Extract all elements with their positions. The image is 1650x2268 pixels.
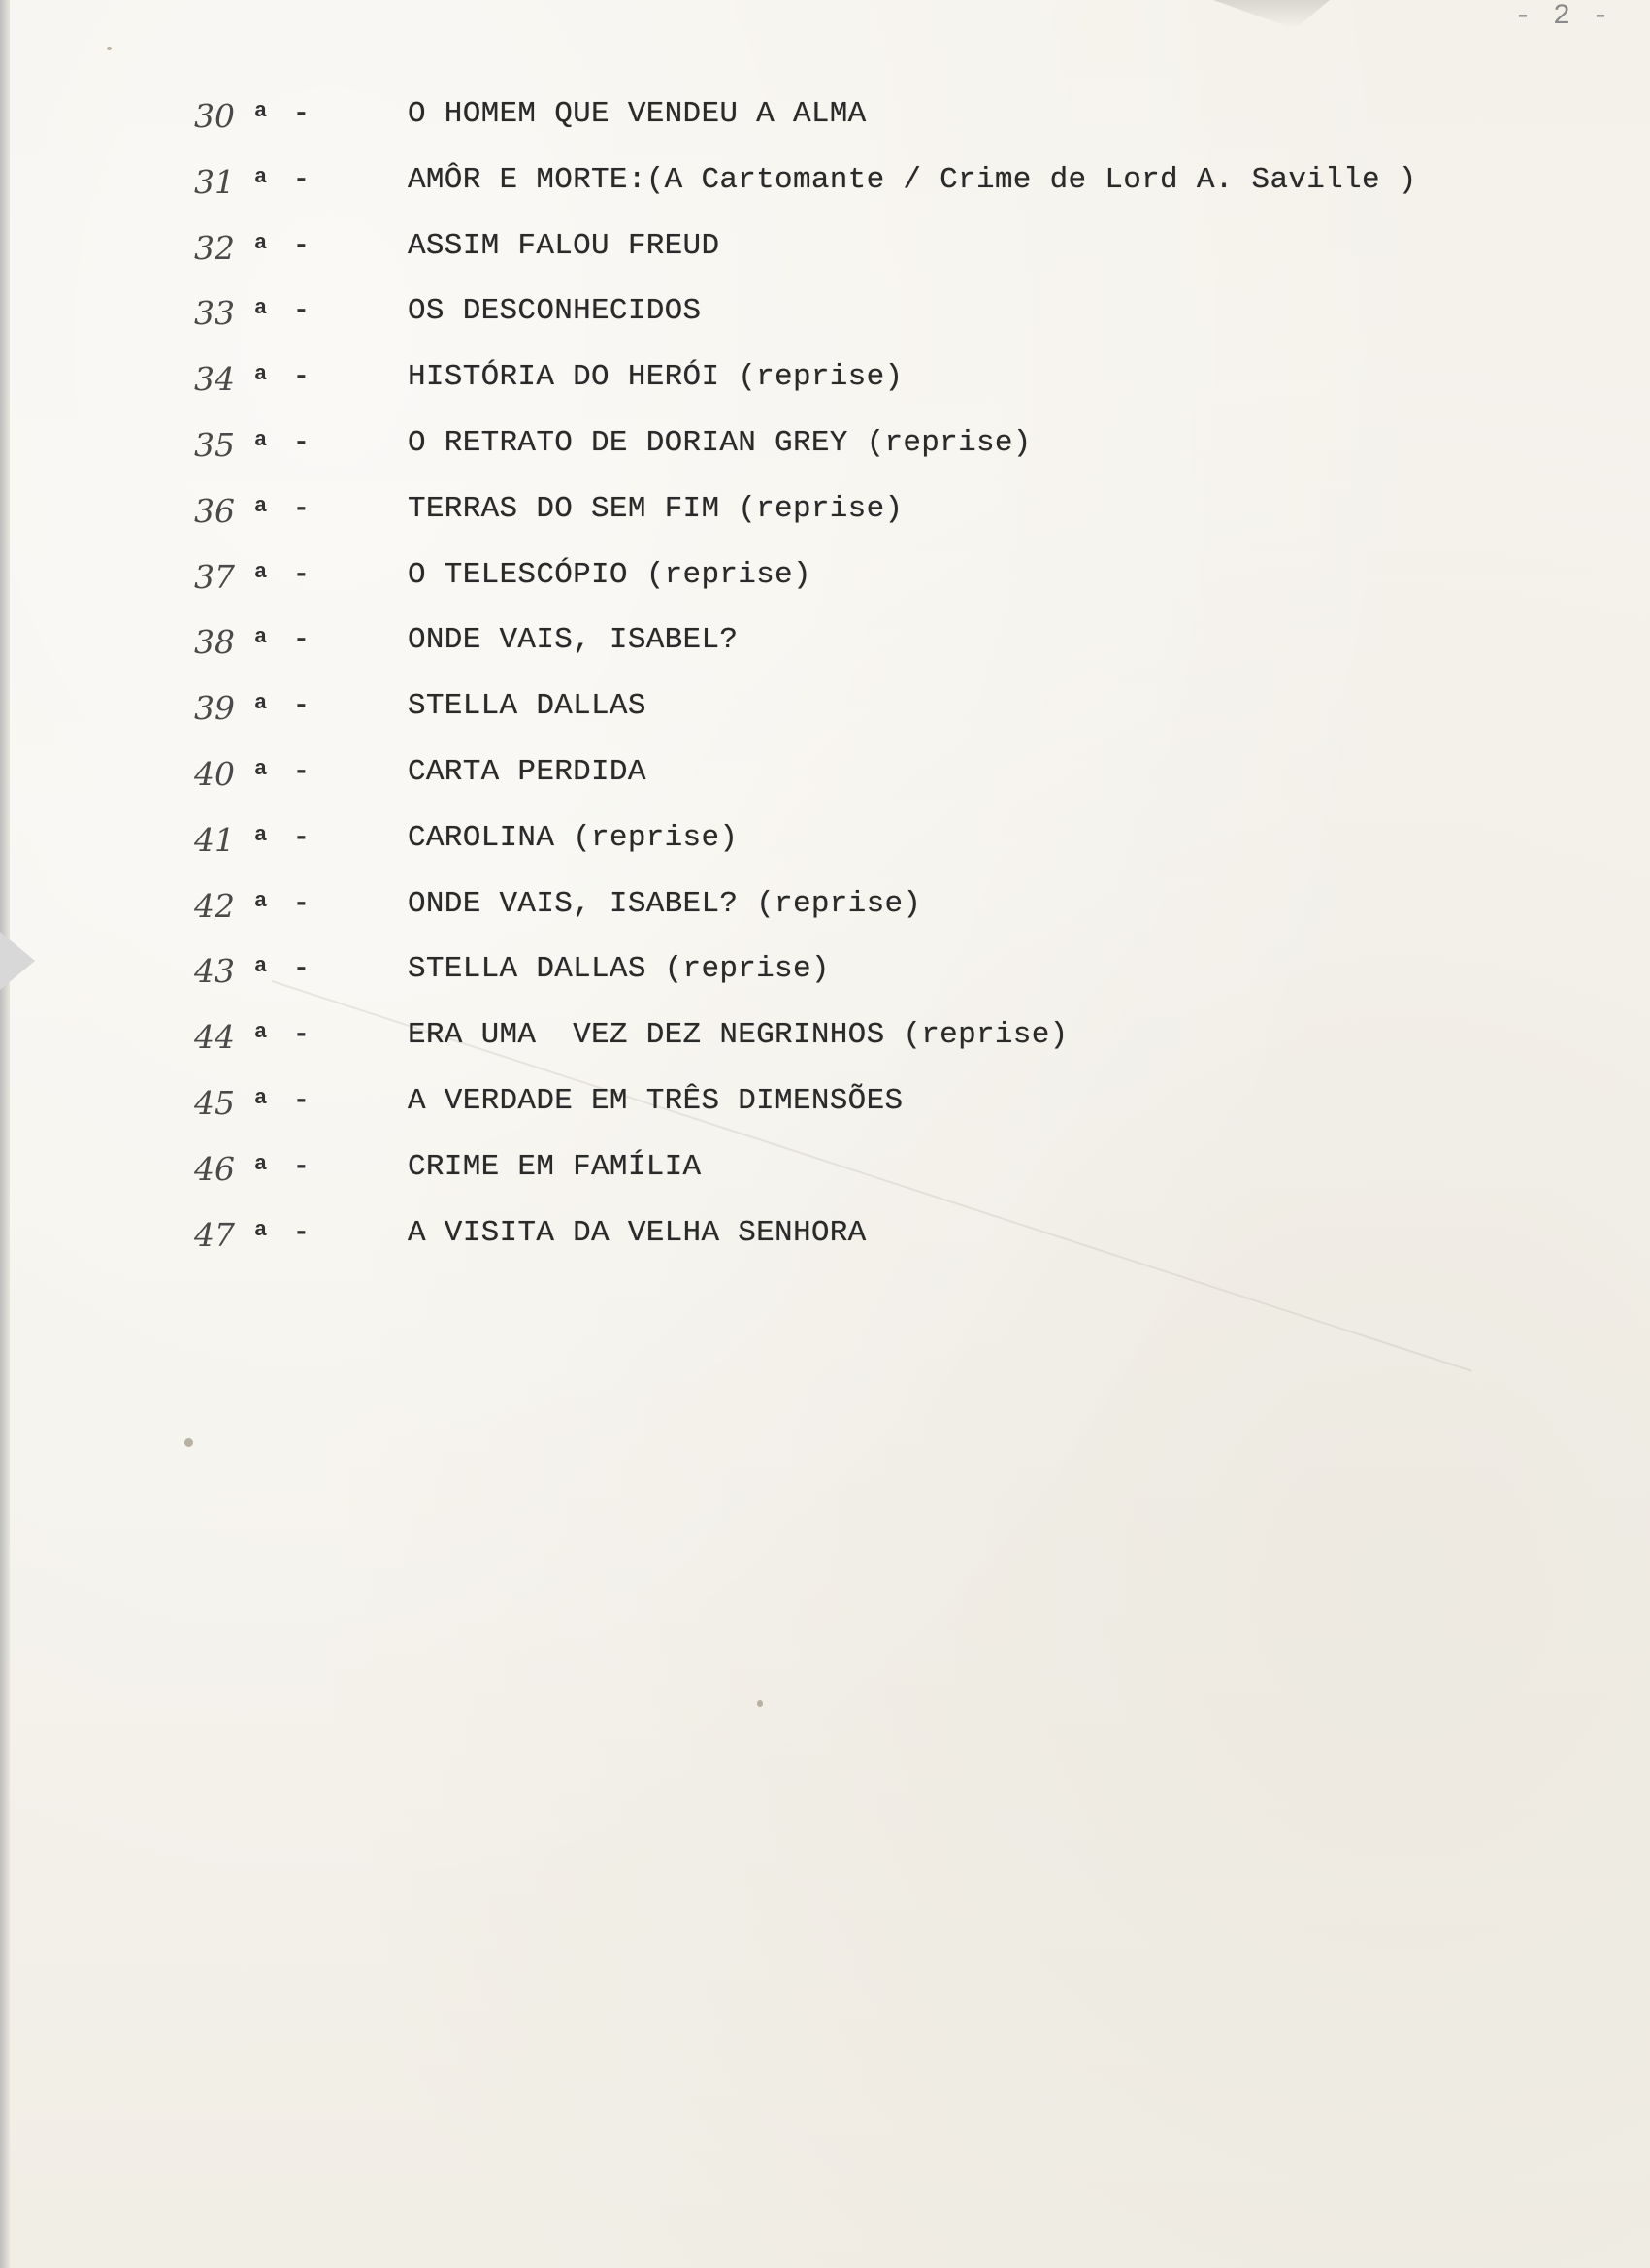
entry-dash: - — [293, 296, 310, 327]
entry-number: 38 — [194, 623, 235, 662]
entry-ordinal: a — [254, 1151, 268, 1176]
list-item — [0, 558, 1650, 624]
entry-title: CARTA PERDIDA — [408, 754, 646, 789]
entry-ordinal: a — [254, 362, 268, 387]
entry-number: 42 — [194, 886, 235, 925]
list-item — [0, 887, 1650, 953]
list-item — [0, 821, 1650, 887]
entry-number: 34 — [194, 360, 235, 399]
paper-speck — [757, 1700, 763, 1707]
entry-number: 43 — [194, 952, 235, 991]
list-item — [0, 426, 1650, 492]
entry-ordinal: a — [254, 99, 268, 123]
entry-title: O HOMEM QUE VENDEU A ALMA — [408, 97, 867, 131]
list-item — [0, 1216, 1650, 1282]
list-item — [0, 163, 1650, 229]
entry-dash: - — [293, 625, 310, 656]
entry-title: ERA UMA VEZ DEZ NEGRINHOS (reprise) — [408, 1018, 1069, 1053]
entry-title: TERRAS DO SEM FIM (reprise) — [408, 491, 904, 526]
entry-number: 35 — [194, 425, 235, 464]
entry-ordinal: a — [254, 230, 268, 255]
entry-ordinal: a — [254, 888, 268, 913]
entry-ordinal: a — [254, 427, 268, 452]
entry-ordinal: a — [254, 625, 268, 650]
entry-ordinal: a — [254, 1020, 268, 1045]
entry-dash: - — [293, 1020, 310, 1051]
list-item — [0, 1150, 1650, 1216]
entry-number: 39 — [194, 689, 235, 728]
paper-speck — [107, 47, 112, 50]
entry-number: 33 — [194, 294, 235, 333]
entry-title: CAROLINA (reprise) — [408, 820, 739, 855]
entry-title: ONDE VAIS, ISABEL? (reprise) — [408, 886, 922, 921]
entry-number: 37 — [194, 557, 235, 596]
list-item — [0, 755, 1650, 821]
entry-ordinal: a — [254, 691, 268, 716]
entry-title: STELLA DALLAS — [408, 689, 646, 724]
entry-number: 32 — [194, 228, 235, 267]
entry-number: 31 — [194, 162, 235, 201]
entry-title: CRIME EM FAMÍLIA — [408, 1149, 702, 1184]
list-item — [0, 294, 1650, 360]
entry-title: ASSIM FALOU FREUD — [408, 228, 720, 263]
list-item — [0, 952, 1650, 1018]
entry-ordinal: a — [254, 822, 268, 847]
entry-title: A VISITA DA VELHA SENHORA — [408, 1215, 867, 1250]
entry-dash: - — [293, 559, 310, 590]
entry-ordinal: a — [254, 756, 268, 781]
entry-ordinal: a — [254, 1217, 268, 1242]
entry-title: O TELESCÓPIO (reprise) — [408, 557, 811, 592]
entry-number: 40 — [194, 754, 235, 793]
entry-number: 45 — [194, 1083, 235, 1122]
entry-number: 44 — [194, 1018, 235, 1057]
entry-title: AMÔR E MORTE:(A Cartomante / Crime de Lord A. Saville ) — [408, 162, 1417, 197]
entry-dash: - — [293, 230, 310, 261]
entry-dash: - — [293, 1217, 310, 1248]
page-corner-fold — [1213, 0, 1330, 29]
list-item — [0, 360, 1650, 426]
entry-ordinal: a — [254, 493, 268, 518]
entry-title: O RETRATO DE DORIAN GREY (reprise) — [408, 425, 1032, 460]
entry-title: STELLA DALLAS (reprise) — [408, 952, 830, 987]
list-item — [0, 229, 1650, 295]
entry-ordinal: a — [254, 559, 268, 584]
entry-title: A VERDADE EM TRÊS DIMENSÕES — [408, 1083, 904, 1118]
paper-speck — [184, 1438, 193, 1447]
list-item — [0, 1018, 1650, 1084]
entry-dash: - — [293, 493, 310, 524]
entry-dash: - — [293, 691, 310, 722]
entry-ordinal: a — [254, 1085, 268, 1110]
entry-title: ONDE VAIS, ISABEL? — [408, 623, 739, 658]
entry-dash: - — [293, 427, 310, 458]
entry-dash: - — [293, 756, 310, 787]
entry-number: 47 — [194, 1215, 235, 1254]
page-number: - 2 - — [1514, 0, 1612, 33]
entry-dash: - — [293, 954, 310, 985]
entry-dash: - — [293, 99, 310, 129]
play-list — [0, 97, 1650, 1281]
list-item — [0, 689, 1650, 755]
entry-ordinal: a — [254, 296, 268, 321]
entry-dash: - — [293, 1085, 310, 1116]
entry-number: 41 — [194, 820, 235, 859]
entry-dash: - — [293, 1151, 310, 1182]
entry-dash: - — [293, 362, 310, 393]
entry-title: OS DESCONHECIDOS — [408, 294, 702, 329]
entry-dash: - — [293, 888, 310, 919]
entry-dash: - — [293, 164, 310, 195]
entry-dash: - — [293, 822, 310, 853]
entry-number: 46 — [194, 1149, 235, 1188]
entry-number: 36 — [194, 491, 235, 530]
list-item — [0, 97, 1650, 163]
list-item — [0, 492, 1650, 558]
entry-ordinal: a — [254, 164, 268, 189]
list-item — [0, 1084, 1650, 1150]
entry-title: HISTÓRIA DO HERÓI (reprise) — [408, 360, 904, 395]
entry-ordinal: a — [254, 954, 268, 979]
list-item — [0, 623, 1650, 689]
entry-number: 30 — [194, 97, 235, 135]
